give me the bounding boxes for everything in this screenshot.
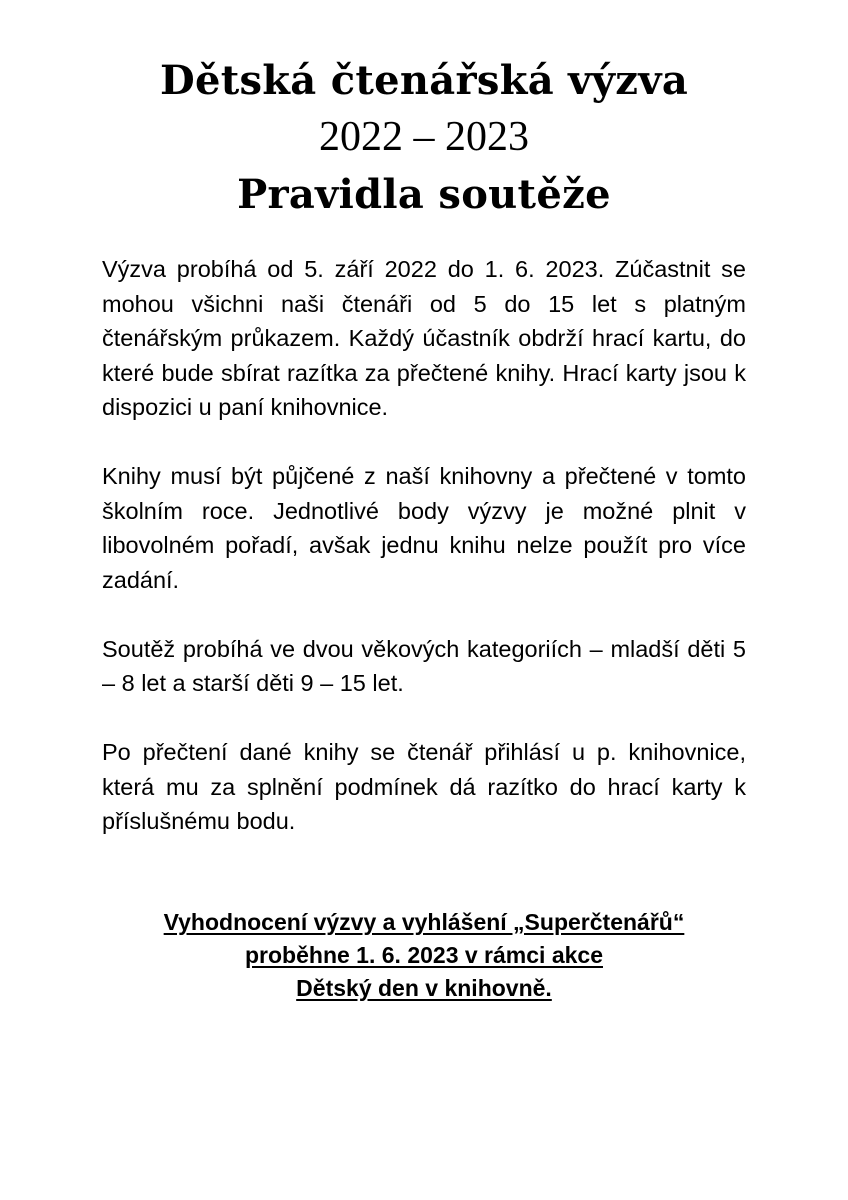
announcement-line-3: Dětský den v knihovně.: [296, 975, 552, 1001]
announcement-block: [102, 906, 746, 1005]
title-block: [0, 52, 848, 223]
rules-body: [102, 252, 746, 873]
rules-paragraph-books: Knihy musí být půjčené z naší knihovny a přečtené v tomto školním roce. Jednotlivé body výzvy je možné plnit v libovolném pořadí, avšak jednu knihu nelze použít pro více zadání.: [102, 463, 746, 593]
document-subtitle: Pravidla soutěže: [237, 171, 611, 218]
document-years: 2022 – 2023: [319, 114, 529, 160]
announcement-line-2: proběhne 1. 6. 2023 v rámci akce: [245, 942, 603, 968]
document-title: Dětská čtenářská výzva: [159, 57, 689, 104]
rules-paragraph-categories: Soutěž probíhá ve dvou věkových kategoriích – mladší děti 5 – 8 let a starší děti 9 – 15 let.: [102, 635, 746, 696]
rules-paragraph-stamps: Po přečtení dané knihy se čtenář přihlásí u p. knihovnice, která mu za splnění podmínek dá razítko do hrací karty k příslušnému bodu.: [102, 739, 746, 834]
announcement-line-1: Vyhodnocení výzvy a vyhlášení „Superčtenářů“: [163, 909, 685, 935]
rules-paragraph-duration: Výzva probíhá od 5. září 2022 do 1. 6. 2023. Zúčastnit se mohou všichni naši čtenáři od 5 do 15 let s platným čtenářským průkazem. Každý účastník obdrží hrací kartu, do které bude sbírat razítka za přečtené knihy. Hrací karty jsou k dispozici u paní knihovnice.: [102, 256, 746, 420]
